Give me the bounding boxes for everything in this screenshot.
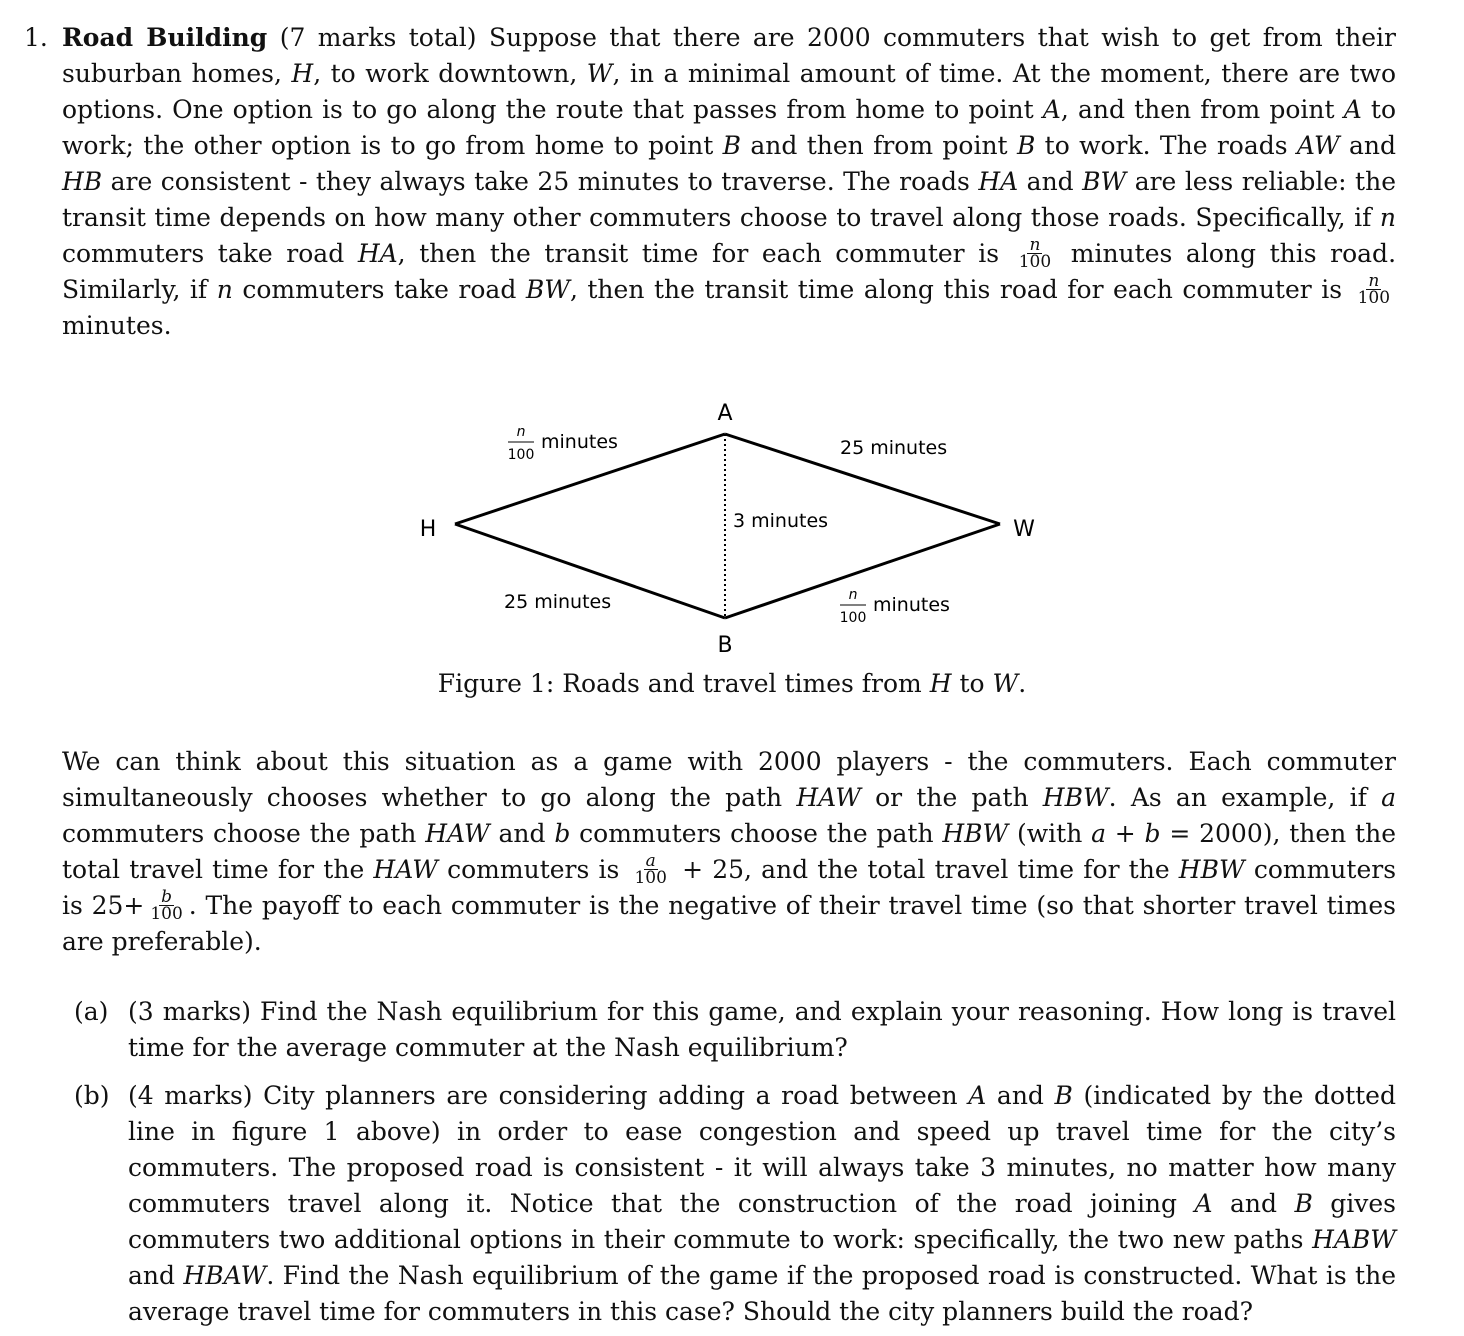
label-AB: 3 minutes	[733, 510, 829, 532]
label-HA-denominator: 100	[507, 447, 535, 463]
part-a-label: (a)	[74, 997, 109, 1026]
fraction-a-over-100: $\frac{a}{100}$	[634, 851, 667, 888]
road-diagram	[0, 390, 1464, 660]
game-description: We can think about this situation as a game with 2000 players - the commuters. Each commuter simultaneously chooses whether to go along the path HAW or the path HBW. As an example, if a commuters choose the path HAW and b commuters choose the path HBW (with a + b = 2000), then the total travel time for the HAW commuters is $\frac{a}{100}$ + 25, and the total travel time for the HBW commuters is 25+ $\frac{b}{100}$ . The payoff to each commuter is the negative of their travel time (so that shorter travel times are preferable).	[62, 747, 1397, 956]
fraction-n-over-100: $\frac{n}{100}$	[1357, 271, 1391, 308]
label-HB: 25 minutes	[504, 591, 612, 613]
fraction-b-over-100: $\frac{b}{100}$	[150, 887, 183, 924]
part-b-text: (4 marks) City planners are considering adding a road between A and B (indicated by the dotted line in figure 1 above) in order to ease congestion and speed up travel time for the city’s commuters. The proposed road is consistent - it will always take 3 minutes, no matter how many commuters travel along it. Notice that the construction of the road joining A and B gives commuters two additional options in their commute to work: specifically, the two new paths HABW and HBAW. Find the Nash equilibrium of the game if the proposed road is constructed. What is the average travel time for commuters in this case? Should the city planners build the road?	[128, 1081, 1397, 1326]
part-a-text: (3 marks) Find the Nash equilibrium for this game, and explain your reasoning. How long is travel time for the average commuter at the Nash equilibrium?	[128, 997, 1396, 1062]
road-network-figure	[0, 390, 1464, 660]
node-B-label: B	[717, 633, 733, 658]
question-intro: Road Building (7 marks total) Suppose that there are 2000 commuters that wish to get from their suburban homes, H, to work downtown, W, in a minimal amount of time. At the moment, there are two options. One option is to go along the route that passes from home to point A, and then from point A to work; the other option is to go from home to point B and then from point B to work. The roads AW and HB are consistent - they always take 25 minutes to traverse. The roads HA and BW are less reliable: the transit time depends on how many other commuters choose to travel along those roads. Specifically, if n commuters take road HA, then the transit time for each commuter is $\frac{n}{100}$ minutes along this road. Similarly, if n commuters take road BW, then the transit time along this road for each commuter is $\frac{n}{100}$ minutes.	[62, 23, 1397, 340]
label-BW-unit: minutes	[873, 594, 950, 616]
fraction-n-over-100: $\frac{n}{100}$	[1018, 235, 1052, 272]
node-W-label: W	[1013, 517, 1035, 542]
label-AW: 25 minutes	[840, 437, 948, 459]
figure-caption: Figure 1: Roads and travel times from H to W.	[437, 669, 1027, 698]
part-b-label: (b)	[74, 1081, 110, 1110]
question-marks: (7 marks total)	[279, 23, 477, 52]
question-number: 1.	[24, 23, 48, 52]
label-HA-unit: minutes	[541, 431, 618, 453]
label-BW-denominator: 100	[839, 610, 867, 626]
label-HA-numerator: n	[516, 424, 526, 440]
label-BW-numerator: n	[848, 587, 858, 603]
question-title: Road Building	[62, 23, 268, 52]
node-H-label: H	[419, 517, 437, 542]
node-A-label: A	[717, 401, 733, 426]
road-BW	[725, 524, 1000, 618]
